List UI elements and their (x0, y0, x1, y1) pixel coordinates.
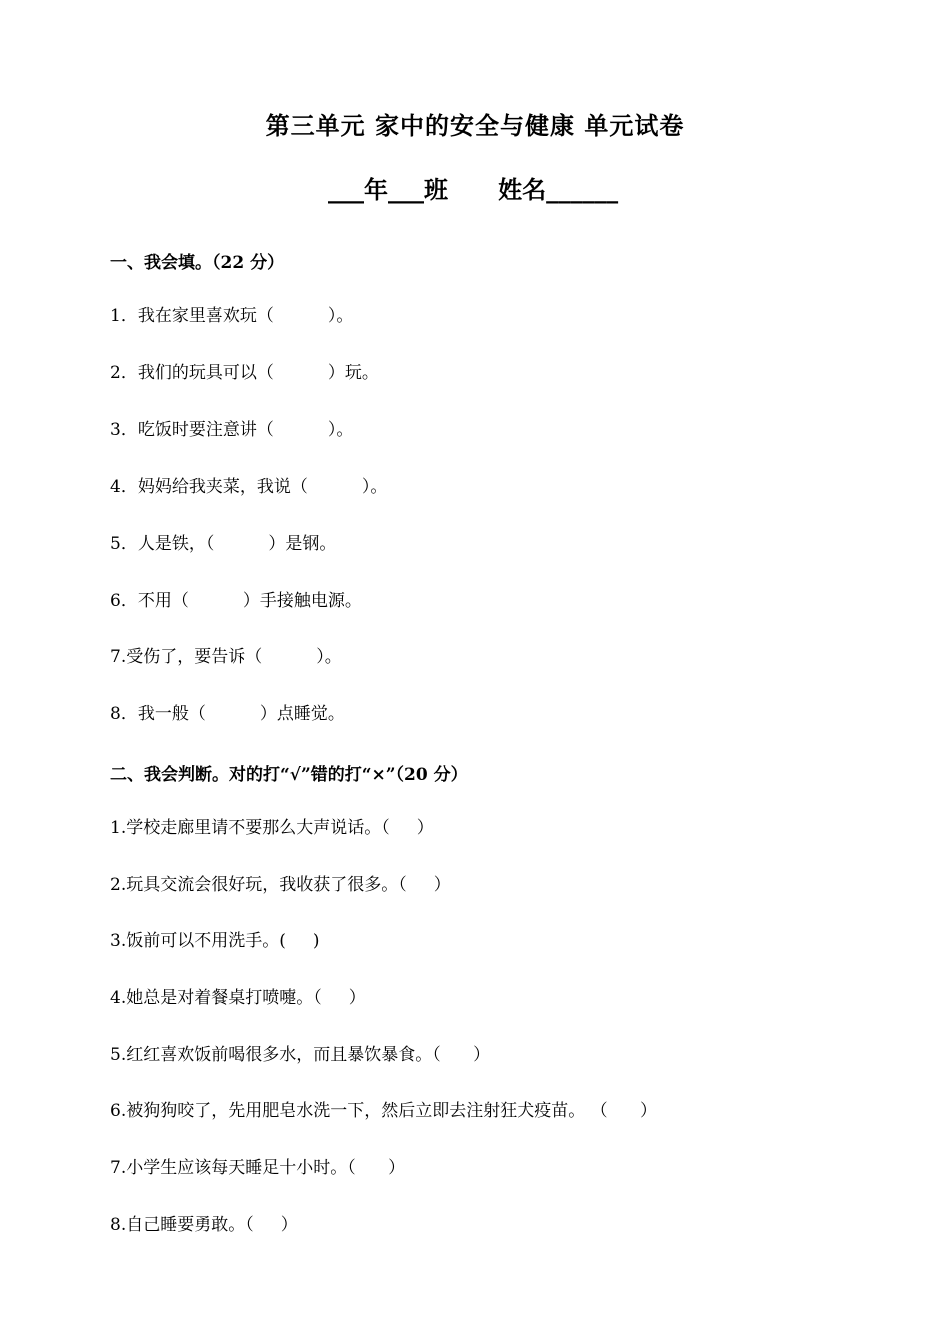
fill-question: 5．人是铁，（ ）是钢。 (110, 534, 337, 554)
judge-question: 7.小学生应该每天睡足十小时。（ ） (110, 1158, 406, 1178)
judge-question: 2.玩具交流会很好玩，我收获了很多。（ ） (110, 875, 451, 895)
judge-question: 5.红红喜欢饭前喝很多水，而且暴饮暴食。（ ） (110, 1045, 491, 1065)
fill-question: 3．吃饭时要注意讲（ ）。 (110, 420, 354, 440)
judge-question: 4.她总是对着餐桌打喷嚏。（ ） (110, 988, 366, 1008)
section-judge-heading: 二、我会判断。对的打“√”错的打“×”（20 分） (110, 765, 468, 785)
fill-question: 8．我一般（ ）点睡觉。 (110, 704, 345, 724)
page-title: 第三单元 家中的安全与健康 单元试卷 (265, 111, 685, 140)
fill-question: 2．我们的玩具可以（ ）玩。 (110, 363, 379, 383)
judge-question: 1.学校走廊里请不要那么大声说话。（ ） (110, 818, 434, 838)
fill-question: 6．不用（ ）手接触电源。 (110, 591, 362, 611)
judge-question: 6.被狗狗咬了，先用肥皂水洗一下，然后立即去注射狂犬疫苗。 （ ） (110, 1101, 658, 1121)
fill-question: 4．妈妈给我夹菜，我说（ ）。 (110, 477, 388, 497)
section-fill-heading: 一、我会填。（22 分） (110, 253, 285, 273)
judge-question: 8.自己睡要勇敢。（ ） (110, 1215, 298, 1235)
fill-question: 1．我在家里喜欢玩（ ）。 (110, 306, 354, 326)
judge-question: 3.饭前可以不用洗手。( ) (110, 931, 320, 951)
class-name-line: ___年___班 姓名______ (328, 175, 619, 204)
fill-question: 7.受伤了，要告诉（ ）。 (110, 647, 342, 667)
